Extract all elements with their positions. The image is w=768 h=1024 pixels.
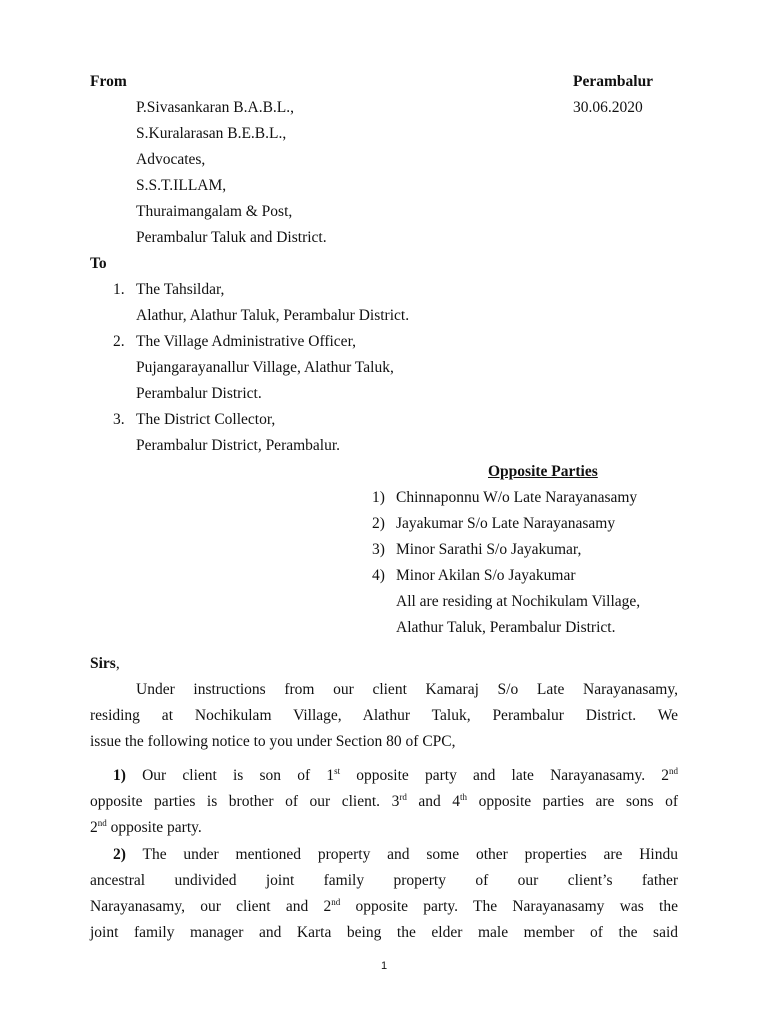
para1-text: opposite parties are sons of <box>467 793 678 810</box>
salutation-word: Sirs <box>90 655 116 672</box>
recipient-line: Perambalur District, Perambalur. <box>136 437 341 454</box>
intro-line: Under instructions from our client Kamaraj S/o Late Narayanasamy, <box>136 681 678 698</box>
recipient-line: The Tahsildar, <box>136 281 225 298</box>
party-name: Minor Sarathi S/o Jayakumar, <box>396 541 582 558</box>
para2-number: 2) <box>113 846 126 863</box>
party-name: Minor Akilan S/o Jayakumar <box>396 567 576 584</box>
party-residence: All are residing at Nochikulam Village, <box>396 593 641 610</box>
sender-line: P.Sivasankaran B.A.B.L., <box>136 99 295 116</box>
sender-line: Perambalur Taluk and District. <box>136 229 327 246</box>
party-number: 4) <box>372 567 385 584</box>
party-number: 1) <box>372 489 385 506</box>
para1-text: Our client is son of 1 <box>142 767 335 784</box>
superscript: st <box>334 766 341 776</box>
recipient-number: 1. <box>113 281 125 298</box>
superscript: th <box>460 792 468 802</box>
para1-text: 2 <box>90 819 98 836</box>
para1-line <box>90 819 678 837</box>
recipient-line: The District Collector, <box>136 411 276 428</box>
salutation-punct: , <box>115 655 120 672</box>
recipient-line: The Village Administrative Officer, <box>136 333 356 350</box>
para1-line <box>90 793 678 811</box>
party-name: Jayakumar S/o Late Narayanasamy <box>396 515 616 532</box>
para1-number: 1) <box>113 767 126 784</box>
para2-line <box>90 898 678 916</box>
party-residence: Alathur Taluk, Perambalur District. <box>396 619 616 636</box>
opposite-parties-heading: Opposite Parties <box>488 463 598 480</box>
para2-line: ancestral undivided joint family property of our client’s father <box>90 872 678 889</box>
sender-line: Thuraimangalam & Post, <box>136 203 293 220</box>
sender-line: S.S.T.ILLAM, <box>136 177 227 194</box>
para2-text: Narayanasamy, our client and 2 <box>90 898 332 915</box>
intro-line: issue the following notice to you under Section 80 of CPC, <box>90 733 456 750</box>
party-name: Chinnaponnu W/o Late Narayanasamy <box>396 489 638 506</box>
para2-line <box>113 846 678 864</box>
para1-line <box>113 767 678 785</box>
recipient-line: Pujangarayanallur Village, Alathur Taluk, <box>136 359 394 376</box>
para2-line: joint family manager and Karta being the elder male member of the said <box>90 924 678 941</box>
page-number: 1 <box>380 960 388 972</box>
party-number: 2) <box>372 515 385 532</box>
from-label: From <box>90 73 127 90</box>
recipient-line: Perambalur District. <box>136 385 262 402</box>
superscript: nd <box>331 897 341 907</box>
sender-line: S.Kuralarasan B.E.B.L., <box>136 125 287 142</box>
para2-text: The under mentioned property and some other properties are Hindu <box>142 846 678 863</box>
intro-line: residing at Nochikulam Village, Alathur Taluk, Perambalur District. We <box>90 707 678 724</box>
letter-date: 30.06.2020 <box>573 99 643 116</box>
recipient-number: 2. <box>113 333 125 350</box>
para2-text: opposite party. The Narayanasamy was the <box>340 898 678 915</box>
party-number: 3) <box>372 541 385 558</box>
para1-text: and 4 <box>406 793 461 810</box>
superscript: nd <box>97 818 107 828</box>
to-label: To <box>90 255 107 272</box>
superscript: rd <box>399 792 407 802</box>
para1-text: opposite party and late Narayanasamy. 2 <box>340 767 669 784</box>
superscript: nd <box>669 766 678 776</box>
para1-text: opposite parties is brother of our client. 3 <box>90 793 400 810</box>
salutation <box>90 655 120 673</box>
recipient-line: Alathur, Alathur Taluk, Perambalur District. <box>136 307 410 324</box>
para1-text: opposite party. <box>106 819 202 836</box>
recipient-number: 3. <box>113 411 125 428</box>
sender-line: Advocates, <box>136 151 206 168</box>
place-label: Perambalur <box>573 73 654 90</box>
